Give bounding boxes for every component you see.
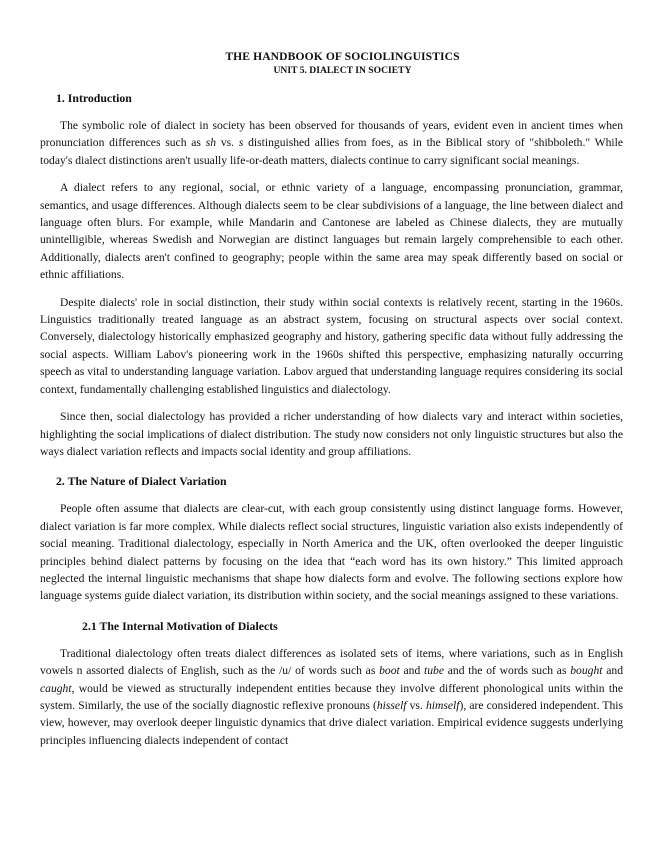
section-heading-nature: 2. The Nature of Dialect Variation xyxy=(56,474,227,489)
section-heading-introduction: 1. Introduction xyxy=(56,91,132,105)
paragraph-nature-1: People often assume that dialects are clear-cut, with each group consistently using distinct language forms. However, dialect variation is far more complex. While dialects reflect social structures, linguistic variation also exists independently of social meaning. Traditional dialectology, especially in North America and the UK, often overlooked the deeper linguistic principles behind dialect patterns by focusing on the idea that “each word has its own history.” This limited approach neglected the internal linguistic mechanisms that shape how dialects form and evolve. The following sections explore how language systems guide dialect variation, its distribution within society, and the social meanings assigned to these variations. xyxy=(40,502,623,603)
paragraph-intro-1: The symbolic role of dialect in society has been observed for thousands of years, evident even in ancient times when pronunciation differences such as sh vs. s distinguished allies from foes, as in the Biblical story of "shibboleth." While today's dialect distinctions aren't usually life-or-death matters, dialects continue to carry significant social meanings. xyxy=(40,119,623,167)
unit-subtitle: UNIT 5. DIALECT IN SOCIETY xyxy=(273,65,412,76)
paragraph-intro-2: A dialect refers to any regional, social, or ethnic variety of a language, encompassing pronunciation, grammar, semantics, and usage differences. Although dialects seem to be clear subdivisions of a language, the line between dialect and language often blurs. For example, while Mandarin and Cantonese are labeled as Chinese dialects, they are mutually unintelligible, whereas Swedish and Norwegian are distinct languages but remain largely comprehensible to each other. Additionally, dialects aren't confined to geography; people within the same area may speak differently based on social or ethnic affiliations. xyxy=(40,181,623,282)
document-title: THE HANDBOOK OF SOCIOLINGUISTICS xyxy=(225,50,460,63)
paragraph-intro-3: Despite dialects' role in social distinction, their study within social contexts is relatively recent, starting in the 1960s. Linguistics traditionally treated language as an abstract system, focusing on structural aspects over social context. Conversely, dialectology historically emphasized geography and history, gathering specific data without fully addressing the social aspects. William Labov's pioneering work in the 1960s shifted this perspective, emphasizing naturally occurring speech as vital to understanding language variation. Labov argued that understanding language requires considering its social context, fundamentally challenging established linguistics and dialectology. xyxy=(40,295,623,396)
paragraph-intro-4: Since then, social dialectology has provided a richer understanding of how dialects vary and interact within societies, highlighting the social implications of dialect distribution. The study now considers not only linguistic structures but also the ways dialect variation reflects and impacts social identity and group affiliations. xyxy=(40,410,623,458)
paragraph-internal-1: Traditional dialectology often treats dialect differences as isolated sets of items, where variations, such as in English vowels n assorted dialects of English, such as the /u/ of words such as boot and tube and the of words such as bought and caught, would be viewed as structurally independent entities because they involve different phonological units within the system. Similarly, the use of the socially diagnostic reflexive pronouns (hisself vs. himself), are considered independent. This view, however, may overlook deeper linguistic dynamics that drive dialect variation. Empirical evidence suggests underlying principles influencing dialects independent of contact xyxy=(40,646,623,747)
subsection-heading-internal-motivation: 2.1 The Internal Motivation of Dialects xyxy=(82,618,278,633)
